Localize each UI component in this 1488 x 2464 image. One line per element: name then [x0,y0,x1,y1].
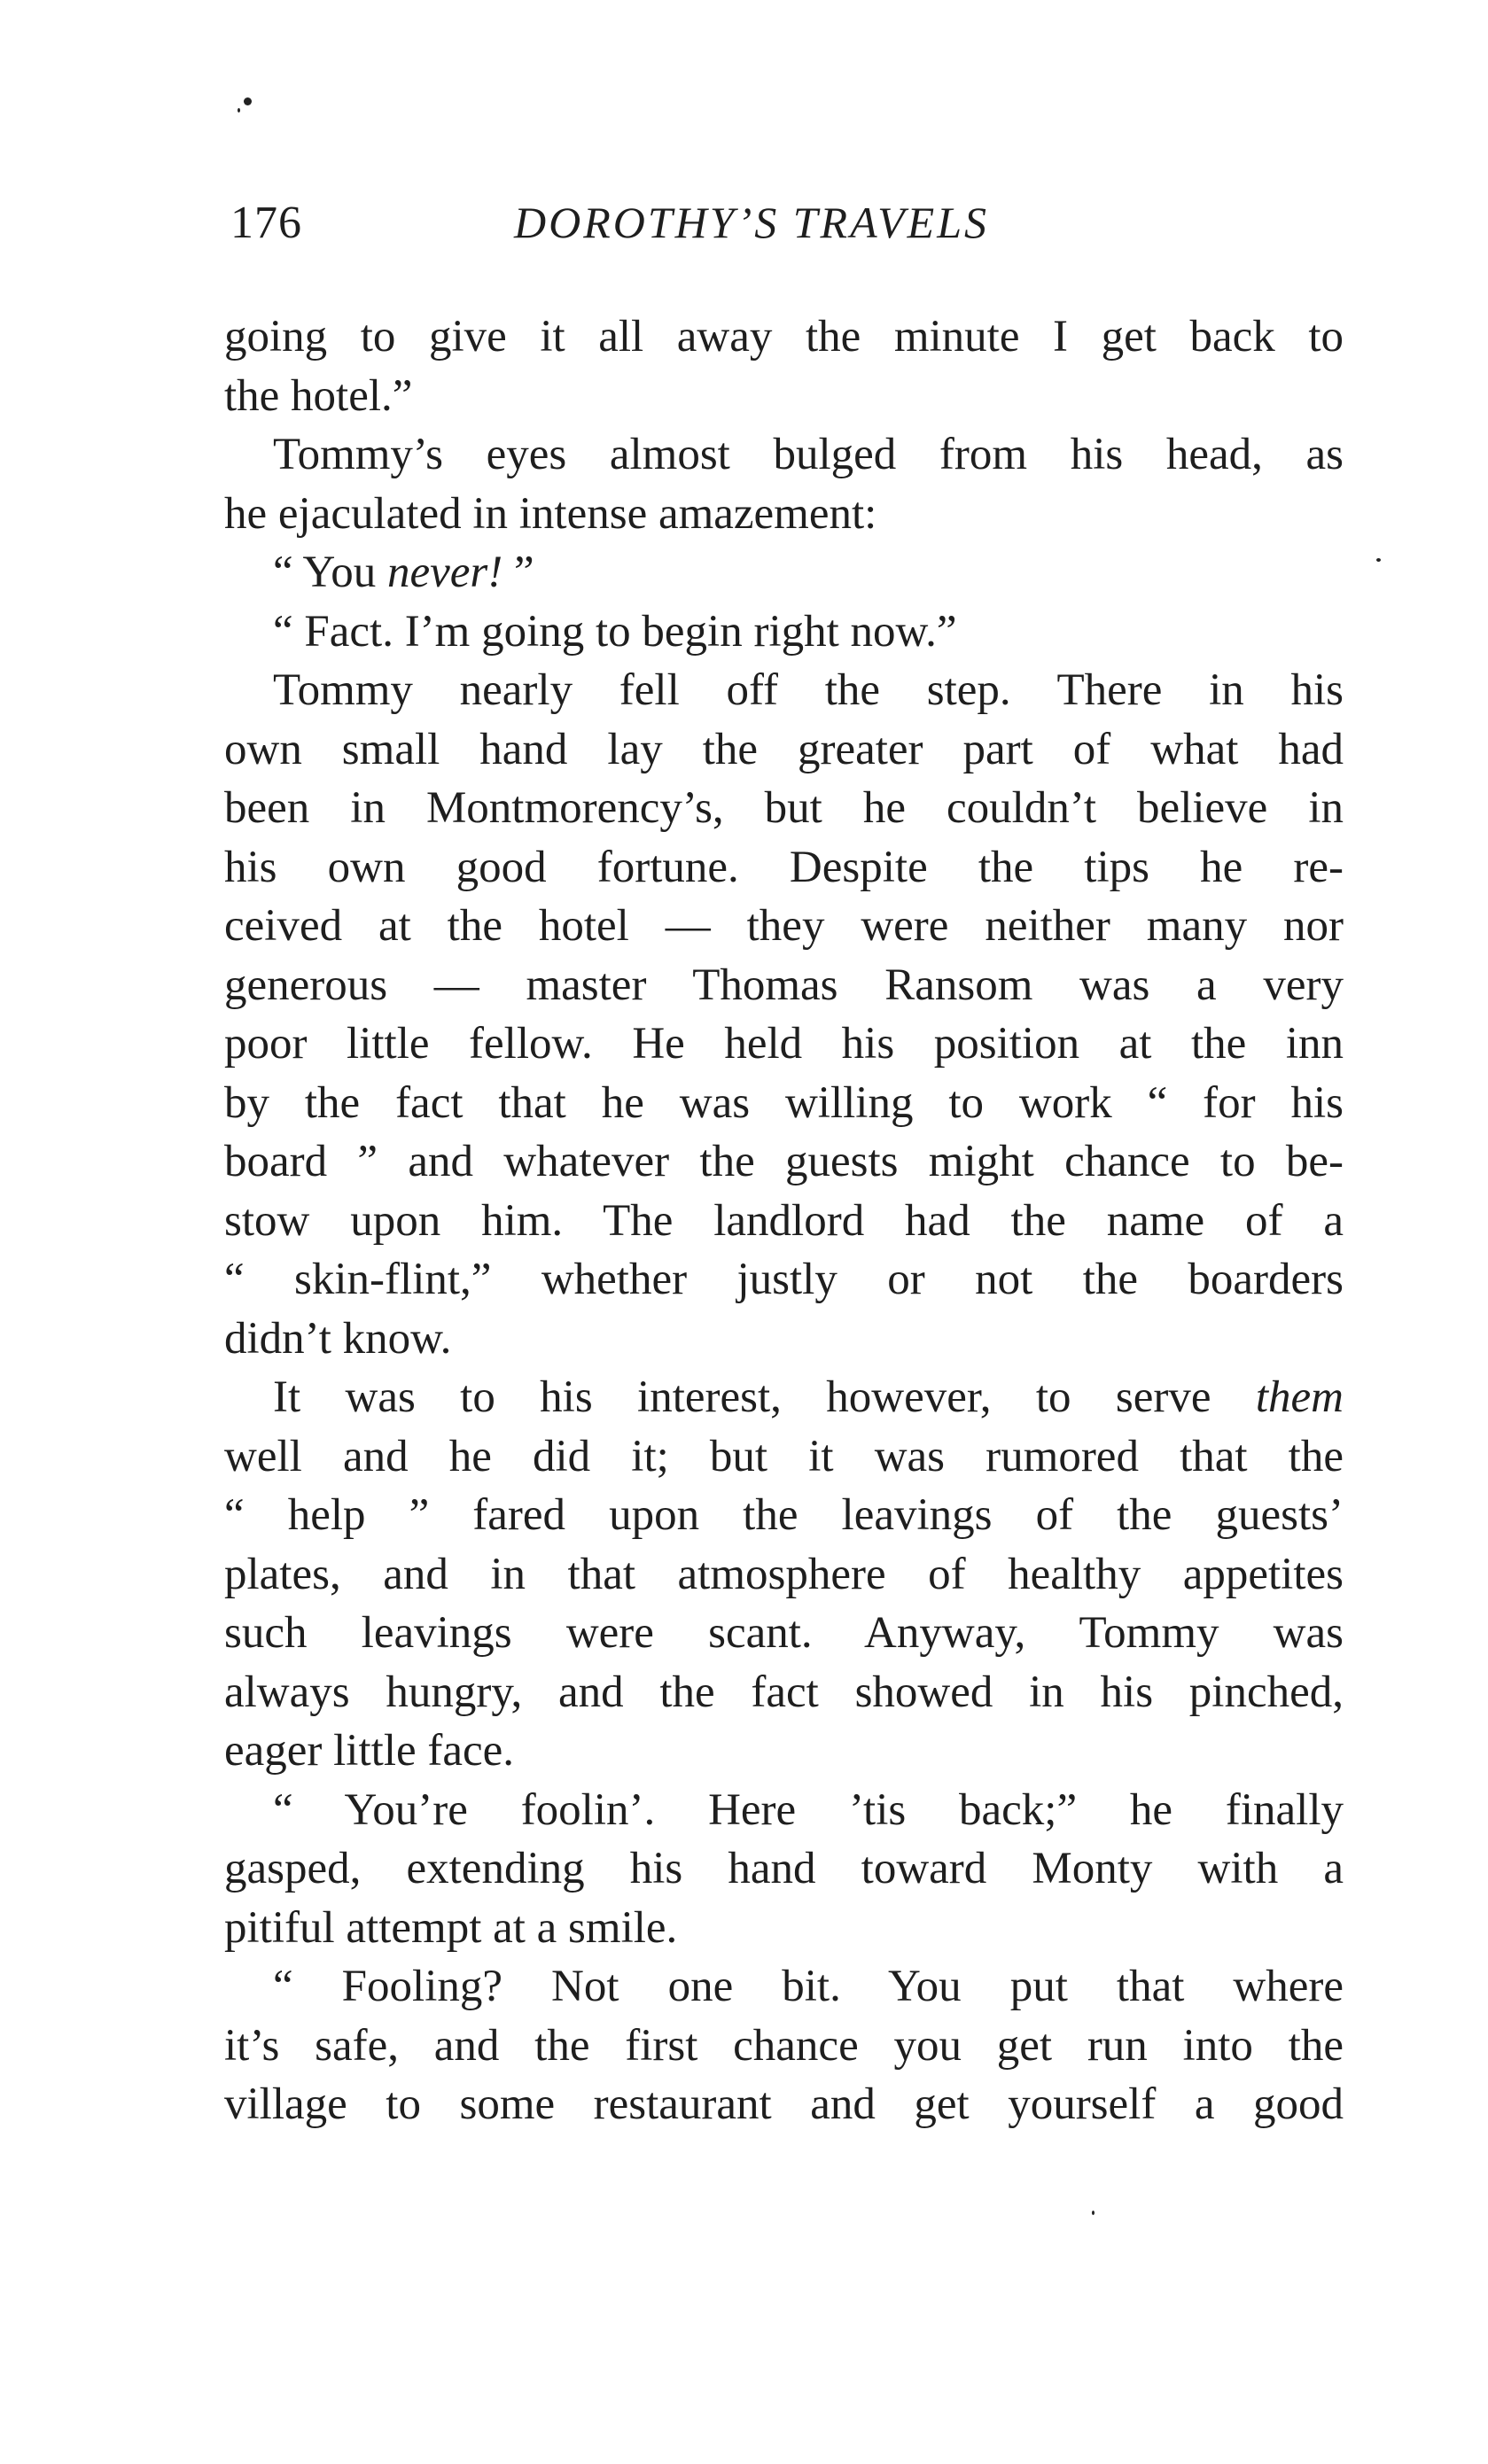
text-line [224,307,1344,367]
text-line [224,2075,1344,2134]
text-line [224,1486,1344,1545]
text-line-content: didn’t know. [224,1313,452,1364]
ink-speck [244,97,252,105]
text-line-content: Tommy’s eyes almost bulged from his head, as [273,430,1344,479]
text-line [224,1192,1344,1251]
text-line-content: gasped, extending his hand toward Monty with a [224,1844,1344,1893]
text-line [224,1957,1344,2017]
text-line [224,1132,1344,1192]
text-line-content: well and he did it; but it was rumored that the [224,1431,1344,1481]
ink-speck [238,108,240,113]
text-line-content: he ejaculated in intense amazement: [224,488,877,539]
text-line [224,897,1344,956]
text-line [224,1839,1344,1899]
text-line [224,661,1344,720]
text-line [224,2017,1344,2076]
text-line [224,956,1344,1015]
text-line [224,838,1344,898]
text-line-content: his own good fortune. Despite the tips he re- [224,842,1344,892]
text-line-content: poor little fellow. He held his position at the inn [224,1019,1344,1069]
text-line-content: generous — master Thomas Ransom was a very [224,960,1344,1010]
text-line-tail: ” [502,548,534,597]
text-line [224,1545,1344,1605]
text-line-content: “ Fact. I’m going to begin right now.” [273,606,957,657]
ink-speck [1376,558,1381,562]
text-line-content: “ You’re foolin’. Here ’tis back;” he finally [273,1784,1344,1835]
text-line [224,1427,1344,1487]
text-line [224,425,1344,485]
text-line [224,1899,1344,1958]
text-line-content: “ help ” fared upon the leavings of the guests’ [224,1490,1344,1540]
text-line-content: eager little face. [224,1726,515,1776]
text-line [224,602,1344,662]
text-line [224,1663,1344,1722]
text-line-content: been in Montmorency’s, but he couldn’t believe in [224,783,1344,833]
text-line-content: such leavings were scant. Anyway, Tommy was [224,1608,1344,1658]
text-line-content: always hungry, and the fact showed in his pinched, [224,1667,1344,1717]
text-line-content: going to give it all away the minute I get back to [224,312,1344,361]
text-line-content: “ Fooling? Not one bit. You put that where [273,1962,1344,2011]
text-line-content: it’s safe, and the first chance you get run into the [224,2020,1344,2071]
text-line [224,367,1344,426]
running-title: DOROTHY’S TRAVELS [514,198,990,247]
text-line [224,1368,1344,1427]
text-line-content: “ You [273,548,387,597]
italic-word: them [1255,1372,1344,1422]
text-line-content: by the fact that he was willing to work “ for his [224,1077,1344,1128]
body-text [224,307,1344,2134]
text-line-content: stow upon him. The landlord had the name of a [224,1195,1344,1246]
text-line-content: the hotel.” [224,370,413,421]
text-line [224,1604,1344,1663]
text-line [224,543,1344,602]
text-line [224,485,1344,544]
text-line-content: “ skin-flint,” whether justly or not the boarders [224,1255,1344,1304]
ink-speck [1092,2211,1095,2215]
text-line-content: pitiful attempt at a smile. [224,1902,678,1953]
text-line [224,1014,1344,1074]
text-line [224,1310,1344,1369]
page-number: 176 [230,198,302,248]
text-line [224,779,1344,838]
page-header [222,197,1338,268]
text-line [224,1781,1344,1840]
text-line-content: board ” and whatever the guests might chance to be- [224,1137,1344,1186]
text-line-content: village to some restaurant and get yourself a good [224,2079,1344,2129]
text-line-content: own small hand lay the greater part of what had [224,724,1344,774]
italic-word: never! [386,548,503,597]
text-line [224,1074,1344,1133]
text-line-content: Tommy nearly fell off the step. There in his [273,665,1344,715]
text-line [224,720,1344,780]
text-line-content: plates, and in that atmosphere of healthy appetites [224,1549,1344,1599]
text-line-content: It was to his interest, however, to serve [273,1372,1256,1422]
text-line [224,1722,1344,1781]
text-line [224,1250,1344,1310]
text-line-content: ceived at the hotel — they were neither many nor [224,901,1344,951]
